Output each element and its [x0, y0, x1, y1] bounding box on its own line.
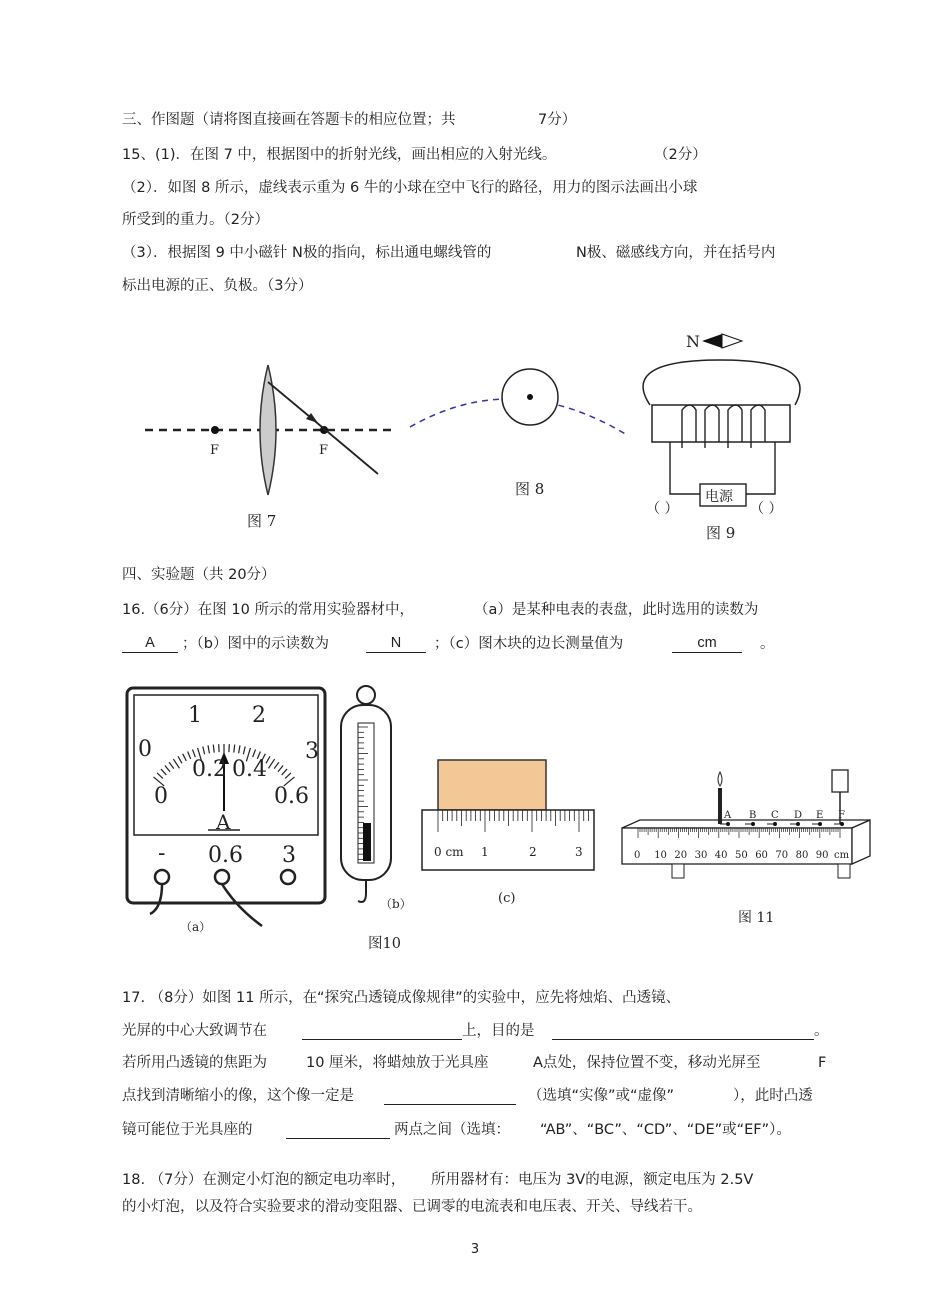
q15-line5: 标出电源的正、负极。（3分） — [122, 278, 313, 294]
q16-line1b: （a）是某种电表的表盘，此时选用的读数为 — [474, 602, 759, 618]
bench-point-dot — [751, 822, 755, 826]
q18-line2: 的小灯泡，以及符合实验要求的滑动变阻器、已调零的电流表和电压表、开关、导线若干。 — [122, 1199, 702, 1215]
figure-7 — [140, 360, 400, 540]
spring-indicator — [363, 823, 371, 861]
q16-blank-a[interactable]: A — [122, 634, 178, 653]
wire-left — [670, 442, 700, 494]
fig9-caption: 图 9 — [706, 524, 736, 542]
focus-left-label: F — [210, 443, 220, 458]
ruler-tick-3: 3 — [575, 845, 583, 859]
q17-line3a: 若所用凸透镜的焦距为 — [122, 1055, 267, 1071]
bench-tick-label: 30 — [694, 850, 708, 861]
bench-point-label: A — [724, 810, 732, 821]
q17-blank-2[interactable] — [552, 1021, 814, 1040]
bench-tick-label: 70 — [775, 850, 789, 861]
q16-blank-b[interactable]: N — [366, 634, 426, 653]
bench-tick-label: 50 — [735, 850, 748, 861]
bench-side — [852, 820, 870, 864]
q17-blank-4[interactable] — [286, 1120, 390, 1139]
scale-hook — [358, 880, 366, 902]
focus-right-label: F — [319, 443, 329, 458]
bench-point-label: E — [816, 810, 824, 821]
bench-point-label: D — [794, 810, 803, 821]
needle-n-label: N — [686, 332, 700, 351]
paren-right: （ ） — [750, 501, 783, 517]
page-number: 3 — [470, 1242, 480, 1257]
section4-title: 四、实验题（共 20分） — [122, 567, 276, 583]
wire-right — [746, 442, 775, 494]
meter-bottom-right: 0.6 — [274, 784, 309, 809]
q17-line1: 17. （8分）如图 11 所示，在“探究凸透镜成像规律”的实验中，应先将烛焰、凸透镜、 — [122, 990, 681, 1006]
q17-line4c: ），此时凸透 — [733, 1088, 813, 1104]
q15-line3: 所受到的重力。（2分） — [122, 212, 269, 228]
terminal-minus-label: - — [158, 841, 166, 866]
q16-line1a: 16.（6分）在图 10 所示的常用实验器材中， — [122, 602, 414, 618]
section3-title: 三、作图题（请将图直接画在答题卡的相应位置；共 — [122, 112, 456, 128]
solenoid-core — [652, 405, 790, 442]
q17-line5c: “AB”、“BC”、“CD”、“DE”或“EF”）。 — [540, 1122, 791, 1138]
figure-11 — [620, 768, 875, 928]
terminal-06[interactable] — [215, 870, 229, 884]
q16-blank-c[interactable]: cm — [672, 634, 742, 653]
meter-symbol: A — [216, 810, 231, 834]
bench-tick-label: 20 — [674, 850, 688, 861]
compass-needle-tail — [722, 334, 742, 348]
section3-points: 7分） — [538, 112, 577, 128]
bench-tick-labels — [634, 850, 850, 861]
fig8-caption: 图 8 — [515, 480, 545, 498]
q16-line2b: ；（c）图木块的边长测量值为 — [434, 636, 624, 652]
q17-blank-1[interactable] — [302, 1021, 462, 1040]
meter-mid-left: 0 — [138, 737, 152, 762]
ammeter — [122, 686, 327, 936]
bench-point-dot — [796, 822, 800, 826]
focus-left-dot — [211, 426, 219, 434]
bench-point-dot — [773, 822, 777, 826]
power-source-label: 电源 — [705, 489, 733, 505]
q17-line3c: A点处，保持位置不变，移动光屏至 — [533, 1055, 761, 1071]
q17-line3d: F — [818, 1055, 827, 1071]
q15-line1-points: （2分） — [654, 147, 707, 163]
bench-tick-label: 40 — [714, 850, 728, 861]
ball-center — [527, 394, 533, 400]
meter-mid-right: 3 — [305, 739, 319, 764]
bench-point-label: F — [838, 810, 845, 821]
q17-line5b: 两点之间（选填： — [394, 1122, 510, 1138]
field-line-loop — [643, 360, 800, 405]
bench-tick-label: cm — [834, 850, 850, 861]
bench-leg-left — [672, 864, 684, 878]
label-b: （b） — [380, 897, 412, 911]
ruler-tick-2: 2 — [529, 845, 537, 859]
q16-line2c: 。 — [760, 636, 775, 652]
bench-tick-label: 10 — [654, 850, 667, 861]
terminal-3[interactable] — [281, 870, 295, 884]
bench-point-dot — [818, 822, 822, 826]
terminal-3-label: 3 — [282, 843, 296, 868]
fig11-caption: 图 11 — [738, 910, 775, 926]
ruler-tick-1: 1 — [481, 845, 489, 859]
figure-9 — [630, 330, 830, 545]
q17-line3b: 10 厘米，将蜡烛放于光具座 — [306, 1055, 489, 1071]
convex-lens — [260, 365, 276, 495]
q18-line1a: 18. （7分）在测定小灯泡的额定电功率时， — [122, 1172, 406, 1188]
bench-point-label: B — [749, 810, 757, 821]
q17-line4b: （选填“实像”或“虚像” — [528, 1088, 675, 1104]
q17-line4a: 点找到清晰缩小的像，这个像一定是 — [122, 1088, 354, 1104]
q18-line1b: 所用器材有：电压为 3V的电源，额定电压为 2.5V — [431, 1172, 754, 1188]
meter-bottom-left: 0 — [154, 784, 168, 809]
bench-point-dot — [726, 822, 730, 826]
q16-line2a: ；（b）图中的示读数为 — [182, 636, 329, 652]
label-a: （a） — [180, 920, 212, 934]
candle-flame — [718, 772, 722, 786]
figure-8 — [405, 365, 635, 505]
meter-top-1: 1 — [188, 703, 202, 728]
bench-tick-label: 80 — [795, 850, 809, 861]
bench-point-dot — [840, 822, 844, 826]
wooden-block — [438, 760, 546, 810]
terminal-minus[interactable] — [155, 870, 169, 884]
q17-line2a: 光屏的中心大致调节在 — [122, 1023, 267, 1039]
bench-leg-right — [838, 864, 850, 878]
meter-low-1: 0.2 — [192, 757, 227, 782]
fig7-caption: 图 7 — [247, 512, 277, 530]
bench-tick-label: 90 — [815, 850, 829, 861]
q15-line1: 15、(1)．在图 7 中，根据图中的折射光线，画出相应的入射光线。 — [122, 147, 557, 163]
terminal-06-label: 0.6 — [208, 843, 243, 868]
bench-point-label: C — [771, 810, 779, 821]
light-screen — [832, 770, 848, 792]
ruler-tick-0: 0 cm — [434, 845, 464, 859]
q15-line2: （2）．如图 8 所示，虚线表示重为 6 牛的小球在空中飞行的路径，用力的图示法画出小球 — [122, 180, 698, 196]
q17-blank-3[interactable] — [384, 1086, 516, 1105]
meter-low-2: 0.4 — [232, 757, 267, 782]
spring-scale — [336, 683, 412, 913]
bench-tick-label: 0 — [634, 850, 641, 861]
q15-line4a: （3）．根据图 9 中小磁针 N极的指向，标出通电螺线管的 — [122, 245, 492, 261]
q15-line4b: N极、磁感线方向，并在括号内 — [576, 245, 776, 261]
bench-tick-label: 60 — [755, 850, 768, 861]
fig10-caption: 图10 — [368, 936, 401, 952]
paren-left: （ ） — [646, 501, 679, 517]
q17-line5a: 镜可能位于光具座的 — [122, 1122, 253, 1138]
ruler-block — [422, 760, 602, 910]
scale-top-ring — [357, 686, 375, 704]
q17-line2b: 上，目的是 — [462, 1023, 535, 1039]
q17-line2c: 。 — [814, 1023, 829, 1039]
compass-needle — [702, 334, 722, 348]
label-c: (c) — [498, 891, 516, 906]
meter-top-2: 2 — [252, 703, 266, 728]
